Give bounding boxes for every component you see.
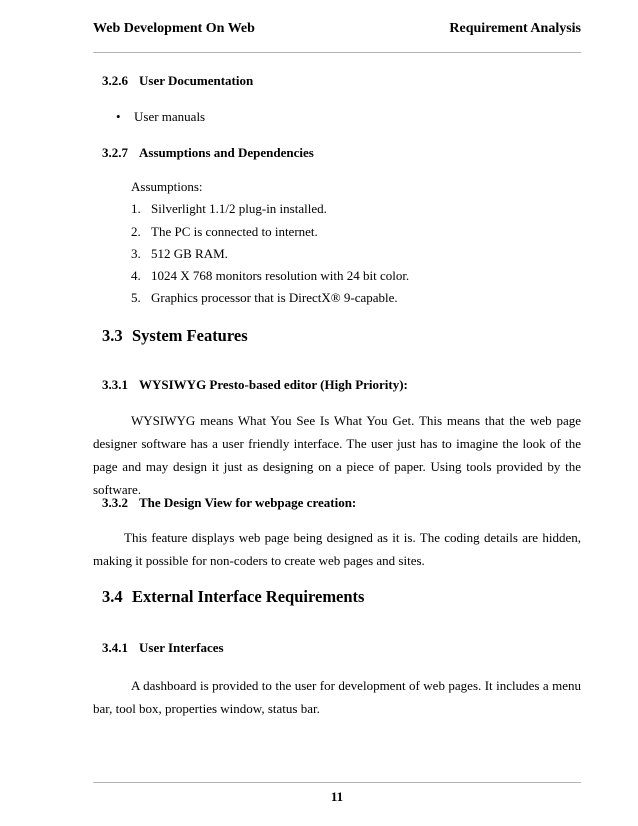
heading-3-3 <box>102 326 248 346</box>
heading-number: 3.2.6 <box>102 73 128 88</box>
heading-3-3-2 <box>102 495 356 511</box>
list-item: 3. 512 GB RAM. <box>131 246 228 261</box>
heading-number: 3.3.2 <box>102 495 128 510</box>
heading-text: The Design View for webpage creation: <box>139 495 357 510</box>
running-header-section: Requirement Analysis <box>449 21 581 36</box>
heading-text: External Interface Requirements <box>132 587 365 606</box>
heading-text: WYSIWYG Presto-based editor (High Priority): <box>139 377 408 392</box>
heading-3-2-7 <box>102 145 314 161</box>
header-rule <box>93 52 581 53</box>
list-item: 4. 1024 X 768 monitors resolution with 24 bit color. <box>131 268 410 283</box>
heading-number: 3.4.1 <box>102 640 128 655</box>
heading-text: User Documentation <box>139 73 254 88</box>
heading-3-2-6 <box>102 73 253 89</box>
paragraph: A dashboard is provided to the user for development of web pages. It includes a menu bar, tool box, properties window, status bar. <box>93 678 581 716</box>
page-number: 11 <box>330 789 344 804</box>
paragraph: This feature displays web page being designed as it is. The coding details are hidden, making it possible for non-coders to create web pages and sites. <box>93 530 581 568</box>
heading-number: 3.3.1 <box>102 377 128 392</box>
heading-text: User Interfaces <box>139 640 224 655</box>
heading-text: System Features <box>132 326 248 345</box>
heading-number: 3.4 <box>102 587 123 606</box>
paragraph: WYSIWYG means What You See Is What You Get. This means that the web page designer software has a user friendly interface. The user just has to imagine the look of the page and may design it just as designing on a piece of paper. Using tools provided by the software. <box>93 413 581 497</box>
heading-text: Assumptions and Dependencies <box>139 145 314 160</box>
footer-rule <box>93 782 581 783</box>
bullet-text: User manuals <box>134 109 206 124</box>
bullet-item <box>116 109 205 125</box>
running-header-title: Web Development On Web <box>93 21 255 36</box>
heading-number: 3.2.7 <box>102 145 128 160</box>
heading-3-3-1 <box>102 377 408 393</box>
heading-3-4-1 <box>102 640 224 656</box>
heading-3-4 <box>102 587 364 607</box>
bullet-icon: • <box>116 109 121 124</box>
list-item: 5. Graphics processor that is DirectX® 9-capable. <box>131 290 398 305</box>
heading-number: 3.3 <box>102 326 123 345</box>
assumptions-label: Assumptions: <box>131 179 203 194</box>
list-item: 2. The PC is connected to internet. <box>131 224 318 239</box>
list-item: 1. Silverlight 1.1/2 plug-in installed. <box>131 201 327 216</box>
